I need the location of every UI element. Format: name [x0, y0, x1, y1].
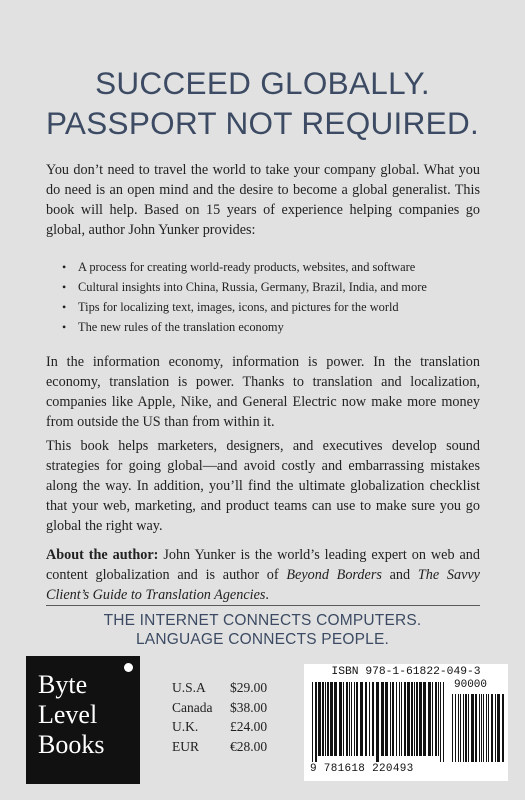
price-currency: EUR: [172, 738, 199, 754]
barcode-bar: [365, 682, 367, 756]
barcode-bar: [455, 694, 456, 762]
price-row: [172, 698, 292, 718]
barcode-bar: [330, 682, 333, 756]
tagline-line-1: THE INTERNET CONNECTS COMPUTERS.: [103, 612, 422, 629]
barcode-bar: [463, 694, 464, 762]
barcode-bar: [356, 682, 358, 756]
barcode-bar: [360, 682, 363, 756]
barcode-bar: [483, 694, 484, 762]
barcode-bar: [471, 694, 474, 762]
barcode-bar: [349, 682, 350, 756]
information-economy-paragraph: In the information economy, information is power. In the translation economy, translation is power. Thanks to translation and localization, companies like Apple, Nike, and General Electric now make more money from outside the US than from within it.: [46, 354, 480, 430]
barcode-bar: [327, 682, 329, 756]
barcode-bar: [399, 682, 400, 756]
barcode-bar: [488, 694, 489, 762]
barcode-bar: [411, 682, 413, 756]
barcode-bar: [354, 682, 355, 756]
price-row: [172, 678, 292, 698]
barcode-bar: [414, 682, 415, 756]
about-author-text: and: [381, 567, 418, 583]
about-author-text: .: [265, 587, 269, 603]
book-description-paragraph: This book helps marketers, designers, and executives develop sound strategies for going global—and avoid costly and embarrassing mistakes along the way. In addition, you’ll find the ultimate globalization checklist that your web, marketing, and product teams can use to make sure you go global the right way.: [46, 438, 480, 534]
barcode-bar: [416, 682, 418, 756]
price-amount: $29.00: [230, 680, 268, 695]
price-row: [172, 717, 292, 737]
barcode-bar: [460, 694, 461, 762]
barcode-bar: [385, 682, 388, 756]
barcode-bar: [465, 694, 467, 762]
barcode-bar: [351, 682, 352, 756]
price-row: [172, 737, 292, 757]
divider: [46, 605, 480, 606]
book-title-savvy-client: The Savvy Client’s Guide to Translation Agencies: [46, 567, 480, 603]
barcode-bar: [372, 682, 374, 756]
barcode-bar: [346, 682, 348, 756]
barcode-bar: [423, 682, 426, 756]
barcode-bar: [428, 682, 431, 756]
barcode-bar: [401, 682, 402, 756]
logo-dot-icon: [124, 663, 133, 672]
ean-number: 9 781618 220493: [310, 763, 414, 775]
about-author-text: John Yunker is the world’s leading expert on web and content globalization and is author of: [46, 547, 480, 583]
barcode-bar: [475, 694, 477, 762]
barcode-bar: [322, 682, 324, 756]
barcode-bar: [502, 694, 504, 762]
barcode-bar: [497, 694, 500, 762]
barcode-bar: [334, 682, 337, 756]
price-list: [172, 678, 292, 756]
list-item: • The new rules of the translation economy: [62, 317, 482, 337]
barcode-bar: [495, 694, 496, 762]
barcode-bar: [392, 682, 394, 756]
barcode-bar: [369, 682, 370, 756]
intro-paragraph: You don’t need to travel the world to take your company global. What you do need is an open mind and the desire to become a global generalist. This book will help. Based on 15 years of experience helping companies go global, author John Yunker provides:: [46, 162, 480, 238]
list-item: • A process for creating world-ready products, websites, and software: [62, 257, 482, 277]
barcode-bar: [481, 694, 482, 762]
barcode-bar: [404, 682, 406, 756]
headline-line-1: SUCCEED GLOBALLY.: [95, 65, 430, 101]
barcode-bar: [435, 682, 437, 756]
price-amount: €28.00: [230, 738, 268, 754]
barcode-area: [304, 664, 508, 781]
headline-line-2: PASSPORT NOT REQUIRED.: [45, 105, 480, 141]
logo-word: Level: [38, 700, 98, 729]
list-item: • Cultural insights into China, Russia, Germany, Brazil, India, and more: [62, 277, 482, 297]
logo-word: Books: [38, 730, 105, 759]
barcode-bar: [396, 682, 397, 756]
barcode-bar: [479, 694, 480, 762]
isbn-number: ISBN 978-1-61822-049-3: [331, 666, 481, 678]
barcode-bar: [458, 694, 459, 762]
price-amount: $38.00: [230, 699, 268, 715]
barcode-bar: [407, 682, 410, 756]
barcode-bar: [486, 694, 487, 762]
barcode-bar: [452, 694, 453, 762]
about-author-paragraph: [46, 545, 480, 605]
price-currency: U.K.: [172, 719, 199, 734]
barcode-bar: [376, 682, 379, 762]
logo-word: Byte: [38, 670, 88, 699]
price-amount: £24.00: [230, 719, 268, 734]
barcode-bar: [443, 682, 444, 762]
barcode-bar: [325, 682, 326, 756]
barcode-bar: [440, 682, 441, 762]
price-currency: Canada: [172, 699, 213, 715]
price-currency: U.S.A: [172, 680, 206, 695]
list-item: • Tips for localizing text, images, icons, and pictures for the world: [62, 297, 482, 317]
barcode-bar: [315, 682, 317, 762]
barcode-bar: [390, 682, 391, 756]
barcode-bar: [312, 682, 313, 762]
barcode-bar: [438, 682, 439, 756]
barcode-bar: [468, 694, 469, 762]
publisher-logo: [26, 656, 140, 784]
book-title-beyond-borders: Beyond Borders: [286, 567, 382, 583]
barcode-bar: [343, 682, 344, 756]
tagline-line-2: LANGUAGE CONNECTS PEOPLE.: [135, 631, 390, 648]
barcode-bar: [381, 682, 384, 756]
barcode-bar: [432, 682, 433, 756]
barcode-bar: [491, 694, 493, 762]
about-author-label: About the author:: [46, 547, 159, 563]
barcode-bar: [318, 682, 321, 756]
barcode-bar: [419, 682, 422, 756]
price-addon-code: 90000: [454, 679, 488, 691]
barcode-bar: [339, 682, 342, 756]
feature-list: [62, 257, 482, 337]
